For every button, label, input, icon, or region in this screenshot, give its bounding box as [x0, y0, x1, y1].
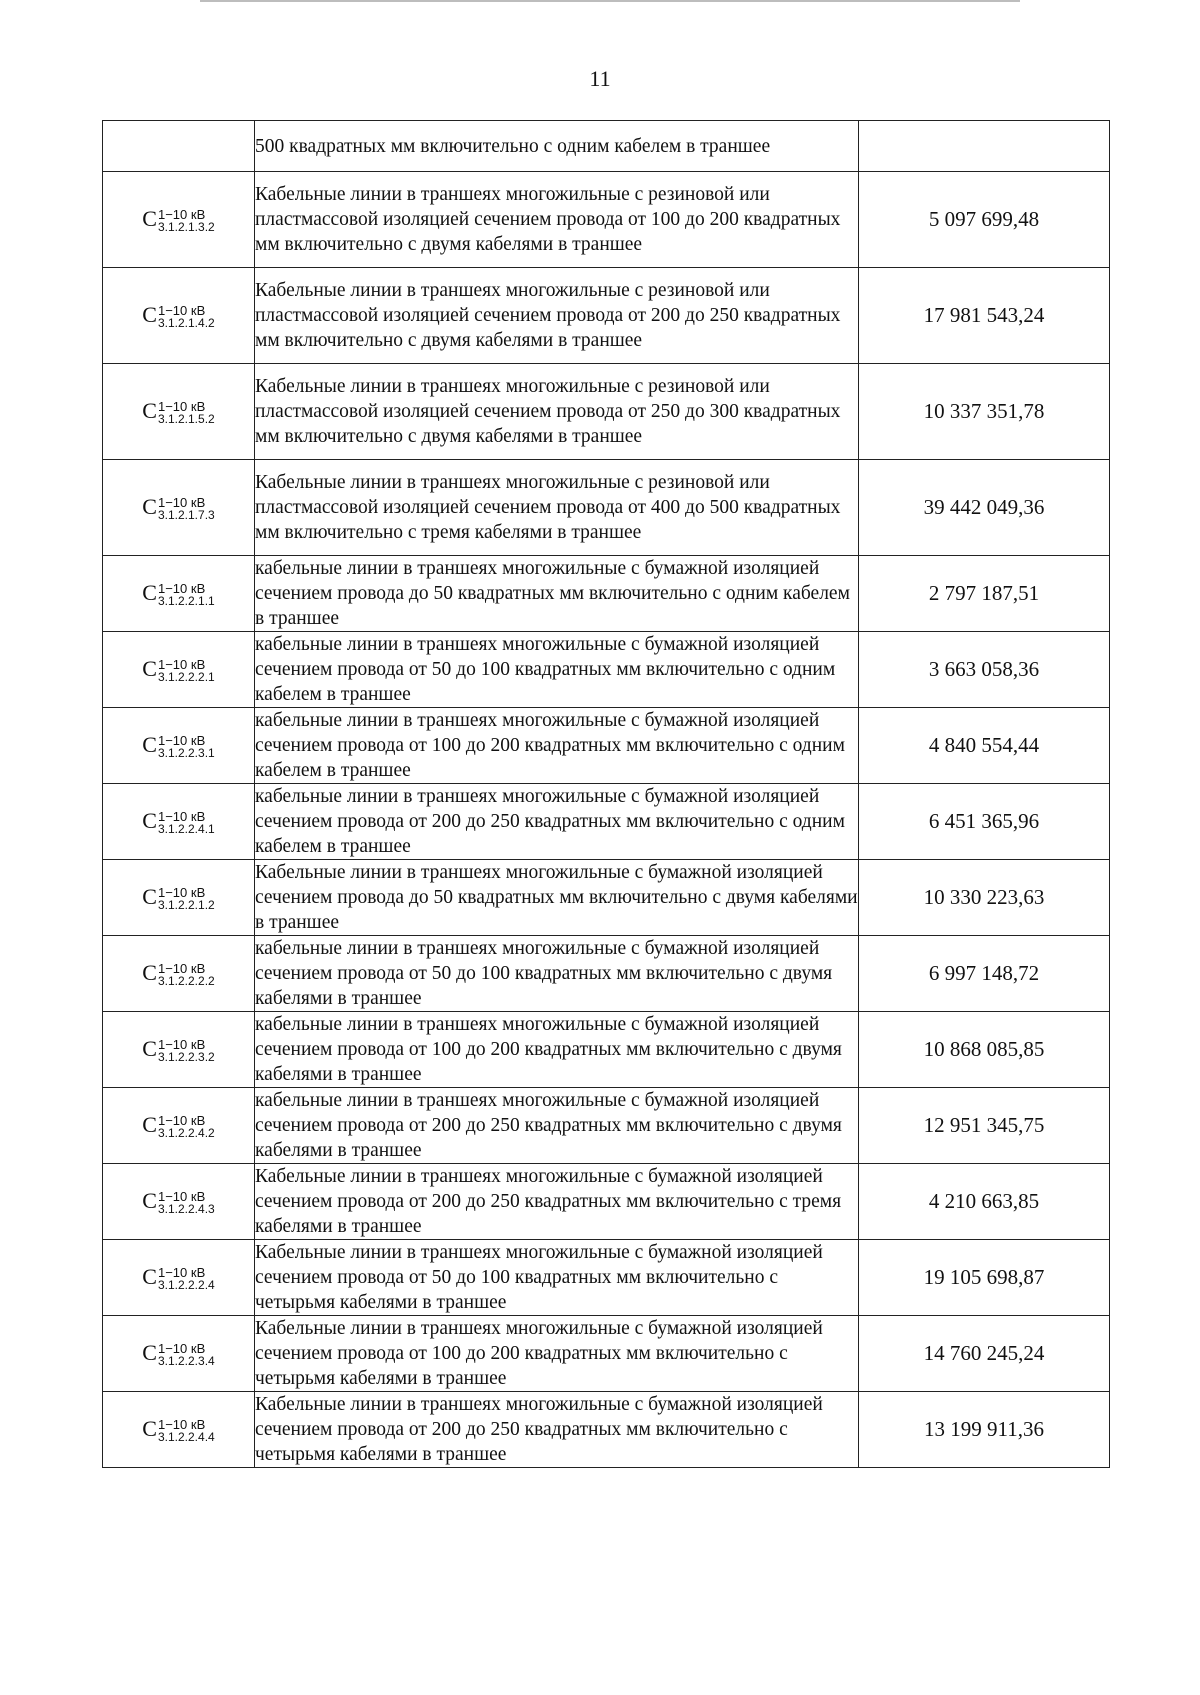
rate-value-cell: 4 840 554,44 [859, 708, 1110, 784]
code-superscript: 1−10 кВ [157, 1036, 206, 1052]
code-scripts [157, 808, 215, 836]
table-row [103, 460, 1110, 556]
code-base: C [142, 1188, 157, 1214]
rate-value-cell: 2 797 187,51 [859, 556, 1110, 632]
tariff-code-cell [103, 1088, 255, 1164]
code-base: C [142, 302, 157, 328]
code-superscript: 1−10 кВ [157, 1416, 206, 1432]
table-row [103, 708, 1110, 784]
rate-value-cell: 14 760 245,24 [859, 1316, 1110, 1392]
code-scripts [157, 656, 215, 684]
code-superscript: 1−10 кВ [157, 656, 206, 672]
table-row [103, 1316, 1110, 1392]
code-cell-empty [103, 121, 255, 172]
rate-value-cell: 10 337 351,78 [859, 364, 1110, 460]
description-cell: Кабельные линии в траншеях многожильные с бумажной изоляцией сечением провода от 100 до 200 квадратных мм включительно с четырьмя кабелями в траншее [255, 1316, 859, 1392]
tariff-code-cell [103, 860, 255, 936]
table-row [103, 1392, 1110, 1468]
tariff-code-cell [103, 1316, 255, 1392]
description-cell: 500 квадратных мм включительно с одним кабелем в траншее [255, 121, 859, 172]
code-subscript: 3.1.2.2.3.1 [157, 745, 215, 760]
code-subscript: 3.1.2.2.2.4 [157, 1277, 215, 1292]
code-base: C [142, 884, 157, 910]
code-subscript: 3.1.2.2.3.4 [157, 1353, 215, 1368]
code-superscript: 1−10 кВ [157, 884, 206, 900]
description-cell: Кабельные линии в траншеях многожильные с бумажной изоляцией сечением провода до 50 квадратных мм включительно с двумя кабелями в траншее [255, 860, 859, 936]
code-base: C [142, 494, 157, 520]
tariff-code-cell [103, 268, 255, 364]
rate-value-cell: 17 981 543,24 [859, 268, 1110, 364]
description-cell: кабельные линии в траншеях многожильные с бумажной изоляцией сечением провода от 100 до 200 квадратных мм включительно с одним кабелем в траншее [255, 708, 859, 784]
rate-value-cell: 19 105 698,87 [859, 1240, 1110, 1316]
table-row [103, 364, 1110, 460]
code-subscript: 3.1.2.1.7.3 [157, 507, 215, 522]
code-scripts [157, 302, 215, 330]
table-row [103, 784, 1110, 860]
code-superscript: 1−10 кВ [157, 1112, 206, 1128]
table-row [103, 936, 1110, 1012]
code-scripts [157, 884, 215, 912]
code-base: C [142, 1112, 157, 1138]
code-superscript: 1−10 кВ [157, 808, 206, 824]
tariff-code-cell [103, 632, 255, 708]
code-scripts [157, 1188, 215, 1216]
code-scripts [157, 1036, 215, 1064]
code-base: C [142, 808, 157, 834]
code-scripts [157, 580, 215, 608]
rate-value-cell: 10 330 223,63 [859, 860, 1110, 936]
code-superscript: 1−10 кВ [157, 1264, 206, 1280]
table-row [103, 632, 1110, 708]
rate-value-cell: 12 951 345,75 [859, 1088, 1110, 1164]
table-row [103, 1088, 1110, 1164]
table-row [103, 1012, 1110, 1088]
rate-value-cell: 13 199 911,36 [859, 1392, 1110, 1468]
code-base: C [142, 960, 157, 986]
code-superscript: 1−10 кВ [157, 302, 206, 318]
code-superscript: 1−10 кВ [157, 960, 206, 976]
description-cell: Кабельные линии в траншеях многожильные с бумажной изоляцией сечением провода от 200 до 250 квадратных мм включительно с тремя кабелями в траншее [255, 1164, 859, 1240]
description-cell: кабельные линии в траншеях многожильные с бумажной изоляцией сечением провода до 50 квадратных мм включительно с одним кабелем в траншее [255, 556, 859, 632]
description-cell: Кабельные линии в траншеях многожильные с бумажной изоляцией сечением провода от 50 до 100 квадратных мм включительно с четырьмя кабелями в траншее [255, 1240, 859, 1316]
tariff-code-cell [103, 708, 255, 784]
code-scripts [157, 1416, 215, 1444]
code-subscript: 3.1.2.1.4.2 [157, 315, 215, 330]
rate-value-cell: 4 210 663,85 [859, 1164, 1110, 1240]
table-row [103, 172, 1110, 268]
code-scripts [157, 732, 215, 760]
description-cell: кабельные линии в траншеях многожильные с бумажной изоляцией сечением провода от 100 до 200 квадратных мм включительно с двумя кабелями в траншее [255, 1012, 859, 1088]
code-subscript: 3.1.2.2.4.1 [157, 821, 215, 836]
code-subscript: 3.1.2.2.3.2 [157, 1049, 215, 1064]
code-subscript: 3.1.2.2.4.2 [157, 1125, 215, 1140]
code-superscript: 1−10 кВ [157, 494, 206, 510]
page-number: 11 [589, 66, 611, 91]
code-subscript: 3.1.2.2.4.3 [157, 1201, 215, 1216]
rate-value-cell: 6 451 365,96 [859, 784, 1110, 860]
tariff-code-cell [103, 172, 255, 268]
code-scripts [157, 494, 215, 522]
description-cell: Кабельные линии в траншеях многожильные с бумажной изоляцией сечением провода от 200 до 250 квадратных мм включительно с четырьмя кабелями в траншее [255, 1392, 859, 1468]
description-cell: кабельные линии в траншеях многожильные с бумажной изоляцией сечением провода от 200 до 250 квадратных мм включительно с двумя кабелями в траншее [255, 1088, 859, 1164]
description-cell: Кабельные линии в траншеях многожильные с резиновой или пластмассовой изоляцией сечением провода от 200 до 250 квадратных мм включительно с двумя кабелями в траншее [255, 268, 859, 364]
code-scripts [157, 1340, 215, 1368]
code-subscript: 3.1.2.2.2.1 [157, 669, 215, 684]
table-row [103, 1240, 1110, 1316]
tariff-code-cell [103, 364, 255, 460]
rate-value-cell: 3 663 058,36 [859, 632, 1110, 708]
description-cell: Кабельные линии в траншеях многожильные с резиновой или пластмассовой изоляцией сечением провода от 250 до 300 квадратных мм включительно с двумя кабелями в траншее [255, 364, 859, 460]
code-base: C [142, 1264, 157, 1290]
tariff-code-cell [103, 1240, 255, 1316]
code-subscript: 3.1.2.1.5.2 [157, 411, 215, 426]
table-row [103, 860, 1110, 936]
code-subscript: 3.1.2.2.4.4 [157, 1429, 215, 1444]
code-base: C [142, 206, 157, 232]
table-row [103, 268, 1110, 364]
code-scripts [157, 398, 215, 426]
tariff-code-cell [103, 556, 255, 632]
code-superscript: 1−10 кВ [157, 1340, 206, 1356]
code-superscript: 1−10 кВ [157, 732, 206, 748]
code-superscript: 1−10 кВ [157, 206, 206, 222]
code-scripts [157, 1112, 215, 1140]
tariff-code-cell [103, 460, 255, 556]
code-subscript: 3.1.2.1.3.2 [157, 219, 215, 234]
tariff-code-cell [103, 1392, 255, 1468]
code-base: C [142, 732, 157, 758]
rate-value-cell: 5 097 699,48 [859, 172, 1110, 268]
code-base: C [142, 1036, 157, 1062]
description-cell: кабельные линии в траншеях многожильные с бумажной изоляцией сечением провода от 200 до 250 квадратных мм включительно с одним кабелем в траншее [255, 784, 859, 860]
code-scripts [157, 960, 215, 988]
code-base: C [142, 398, 157, 424]
scan-edge-line [200, 0, 1020, 2]
table-row [103, 556, 1110, 632]
tariff-code-cell [103, 1164, 255, 1240]
code-base: C [142, 580, 157, 606]
code-superscript: 1−10 кВ [157, 580, 206, 596]
table-body [103, 121, 1110, 1468]
tariff-table [102, 120, 1110, 1468]
code-base: C [142, 1416, 157, 1442]
description-cell: Кабельные линии в траншеях многожильные с резиновой или пластмассовой изоляцией сечением провода от 100 до 200 квадратных мм включительно с двумя кабелями в траншее [255, 172, 859, 268]
description-cell: кабельные линии в траншеях многожильные с бумажной изоляцией сечением провода от 50 до 100 квадратных мм включительно с одним кабелем в траншее [255, 632, 859, 708]
code-scripts [157, 206, 215, 234]
code-base: C [142, 1340, 157, 1366]
code-subscript: 3.1.2.2.2.2 [157, 973, 215, 988]
rate-value-cell: 39 442 049,36 [859, 460, 1110, 556]
description-cell: кабельные линии в траншеях многожильные с бумажной изоляцией сечением провода от 50 до 100 квадратных мм включительно с двумя кабелями в траншее [255, 936, 859, 1012]
rate-value-cell: 6 997 148,72 [859, 936, 1110, 1012]
code-subscript: 3.1.2.2.1.2 [157, 897, 215, 912]
code-subscript: 3.1.2.2.1.1 [157, 593, 215, 608]
rate-value-cell: 10 868 085,85 [859, 1012, 1110, 1088]
table-row [103, 1164, 1110, 1240]
tariff-code-cell [103, 1012, 255, 1088]
code-superscript: 1−10 кВ [157, 398, 206, 414]
value-cell-empty [859, 121, 1110, 172]
tariff-code-cell [103, 784, 255, 860]
tariff-code-cell [103, 936, 255, 1012]
table-row-continued [103, 121, 1110, 172]
code-base: C [142, 656, 157, 682]
description-cell: Кабельные линии в траншеях многожильные с резиновой или пластмассовой изоляцией сечением провода от 400 до 500 квадратных мм включительно с тремя кабелями в траншее [255, 460, 859, 556]
code-superscript: 1−10 кВ [157, 1188, 206, 1204]
code-scripts [157, 1264, 215, 1292]
